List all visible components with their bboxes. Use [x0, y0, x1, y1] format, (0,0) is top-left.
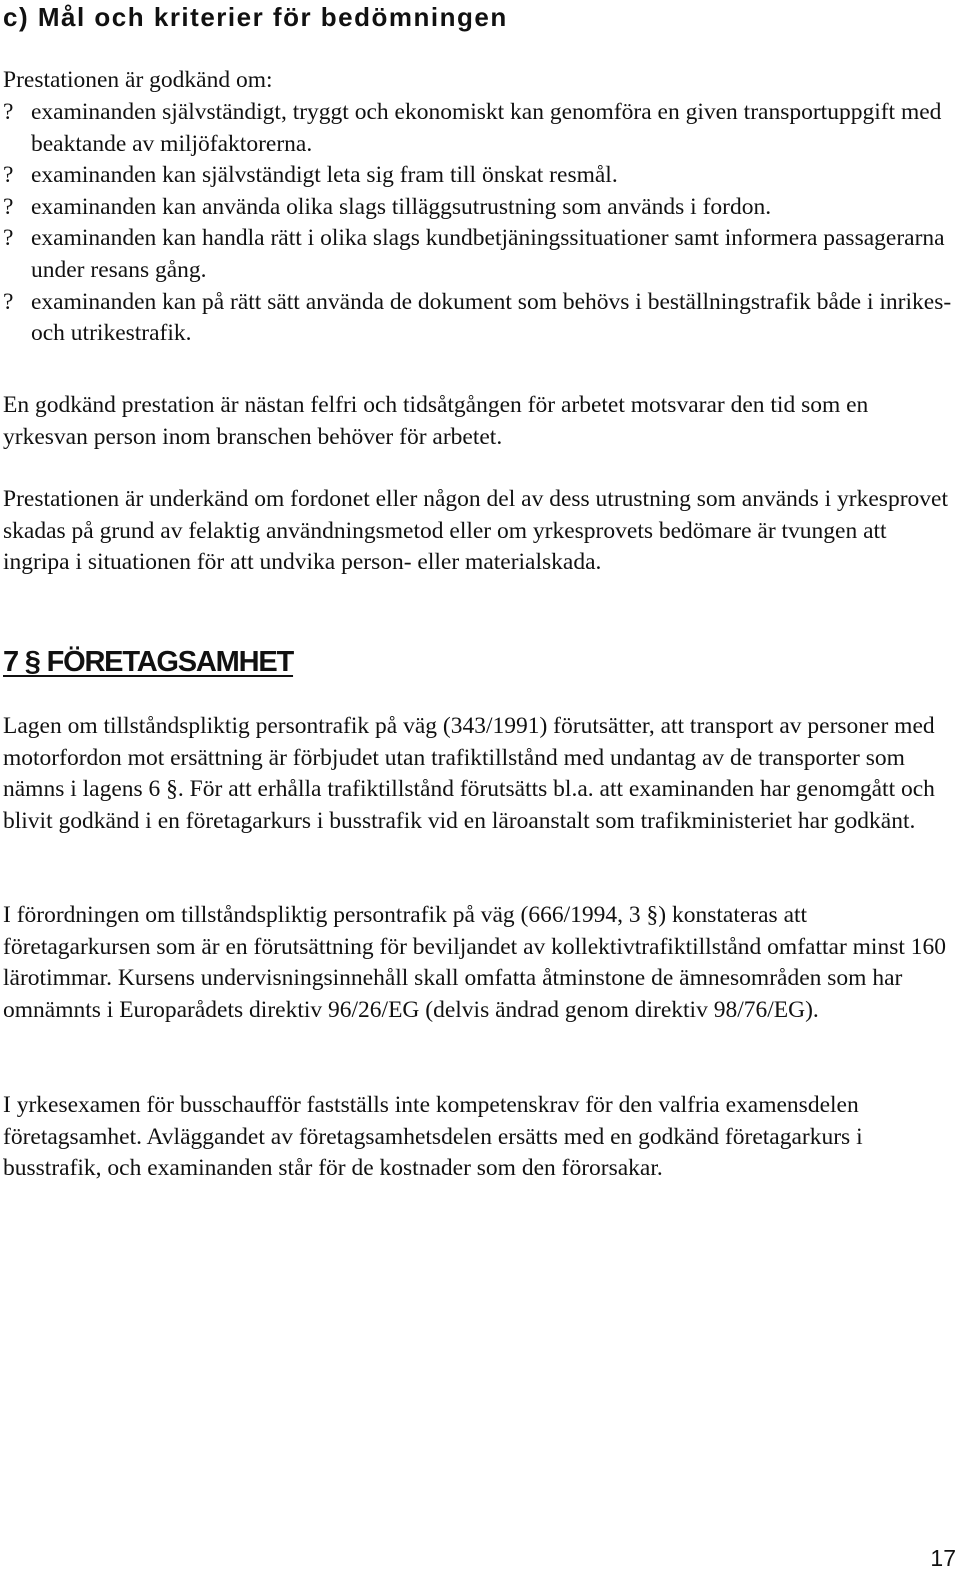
criteria-item	[3, 287, 953, 350]
page-number: 17	[930, 1545, 956, 1571]
bullet-marker: ?	[3, 162, 14, 189]
criteria-item	[3, 97, 953, 160]
section-7-heading: 7 § FÖRETAGSAMHET	[3, 646, 294, 678]
criteria-intro: Prestationen är godkänd om:	[3, 67, 273, 93]
bullet-marker: ?	[3, 99, 14, 125]
criteria-text: examinanden kan använda olika slags tilläggsutrustning som används i fordon.	[31, 193, 772, 220]
criteria-list	[3, 97, 953, 350]
criteria-text: examinanden kan handla rätt i olika slags kundbetjäningssituationer samt informera passagerarna under resans gång.	[31, 225, 945, 283]
body-paragraph: I förordningen om tillståndspliktig persontrafik på väg (666/1994, 3 §) konstateras att företagarkursen som är en förutsättning för beviljandet av kollektivtrafiktillstånd omfattar minst 160 lärotimmar. Kursens undervisningsinnehåll skall omfatta åtminstone de ämnesområden som har omnämnts i Europarådets direktiv 96/26/EG (delvis ändrad genom direktiv 98/76/EG).	[3, 902, 947, 1023]
bullet-marker: ?	[3, 193, 14, 220]
criteria-item	[3, 192, 953, 224]
criteria-item	[3, 223, 953, 286]
bullet-marker: ?	[3, 225, 14, 252]
failed-criteria-paragraph: Prestationen är underkänd om fordonet eller någon del av dess utrustning som används i yrkesprovet skadas på grund av felaktig användningsmetod eller om yrkesprovets bedömare är tvungen att ingripa i situationen för att undvika person- eller materialskada.	[3, 486, 948, 576]
body-paragraph: I yrkesexamen för busschaufför fastställs inte kompetenskrav för den valfria examensdelen företagsamhet. Avläggandet av företagsamhetsdelen ersätts med en godkänd företagarkurs i busstrafik, och examinanden står för de kostnader som den förorsakar.	[3, 1092, 863, 1182]
criteria-text: examinanden självständigt, tryggt och ekonomiskt kan genomföra en given transportuppgift med beaktande av miljöfaktorerna.	[31, 99, 942, 157]
approved-criteria-paragraph: En godkänd prestation är nästan felfri och tidsåtgången för arbetet motsvarar den tid som en yrkesvan person inom branschen behöver för arbetet.	[3, 392, 869, 450]
section-c-heading: c) Mål och kriterier för bedömningen	[3, 2, 508, 32]
criteria-text: examinanden kan självständigt leta sig fram till önskat resmål.	[31, 162, 618, 189]
bullet-marker: ?	[3, 288, 14, 315]
criteria-text: examinanden kan på rätt sätt använda de dokument som behövs i beställningstrafik både i inrikes- och utrikestrafik.	[31, 288, 952, 347]
body-paragraph: Lagen om tillståndspliktig persontrafik på väg (343/1991) förutsätter, att transport av personer med motorfordon mot ersättning är förbjudet utan trafiktillstånd med undantag av de transporter som nämns i lagens 6 §. För att erhålla trafiktillstånd förutsätts bl.a. att examinanden har genomgått och blivit godkänd i en företagarkurs i busstrafik vid en läroanstalt som trafikministeriet har godkänt.	[3, 713, 935, 834]
criteria-item	[3, 160, 953, 192]
